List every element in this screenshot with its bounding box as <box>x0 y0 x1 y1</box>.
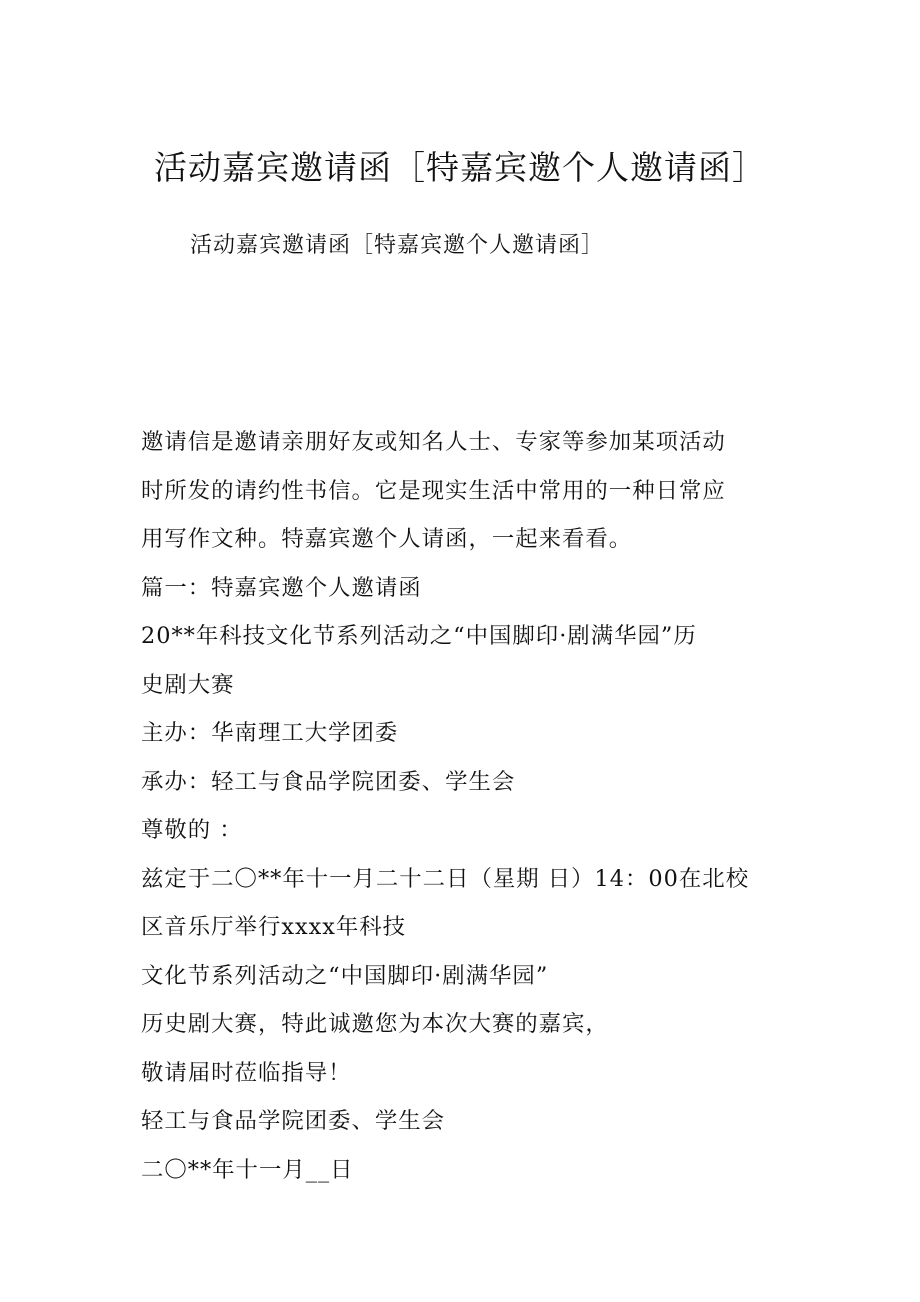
body-line: 时所发的请约性书信。它是现实生活中常用的一种日常应 <box>141 477 726 504</box>
event-name-line: 史剧大赛 <box>141 671 235 698</box>
section-heading: 篇一：特嘉宾邀个人邀请函 <box>141 574 422 601</box>
date-line: 二〇**年十一月__日 <box>141 1156 354 1183</box>
document-title: 活动嘉宾邀请函［特嘉宾邀个人邀请函］ <box>154 148 766 187</box>
signature-line: 轻工与食品学院团委、学生会 <box>141 1108 446 1134</box>
event-name-line: 20**年科技文化节系列活动之“中国脚印·剧满华园”历 <box>141 623 697 649</box>
body-line: 用写作文种。特嘉宾邀个人请函，一起来看看。 <box>141 526 633 552</box>
organizer-line: 主办：华南理工大学团委 <box>141 720 399 746</box>
body-line: 敬请届时莅临指导！ <box>141 1059 352 1086</box>
salutation-line: 尊敬的 ： <box>141 817 243 843</box>
document-body <box>141 418 801 1194</box>
body-line: 邀请信是邀请亲朋好友或知名人士、专家等参加某项活动 <box>141 429 726 455</box>
co-organizer-line: 承办：轻工与食品学院团委、学生会 <box>141 768 516 795</box>
body-line: 区音乐厅举行xxxx年科技 <box>141 914 407 940</box>
document-subtitle: 活动嘉宾邀请函［特嘉宾邀个人邀请函］ <box>190 233 605 258</box>
body-line: 兹定于二〇**年十一月二十二日（星期 日）14：00在北校 <box>141 865 750 892</box>
body-line: 文化节系列活动之“中国脚印·剧满华园” <box>141 962 549 989</box>
body-line: 历史剧大赛，特此诚邀您为本次大赛的嘉宾， <box>141 1011 609 1037</box>
